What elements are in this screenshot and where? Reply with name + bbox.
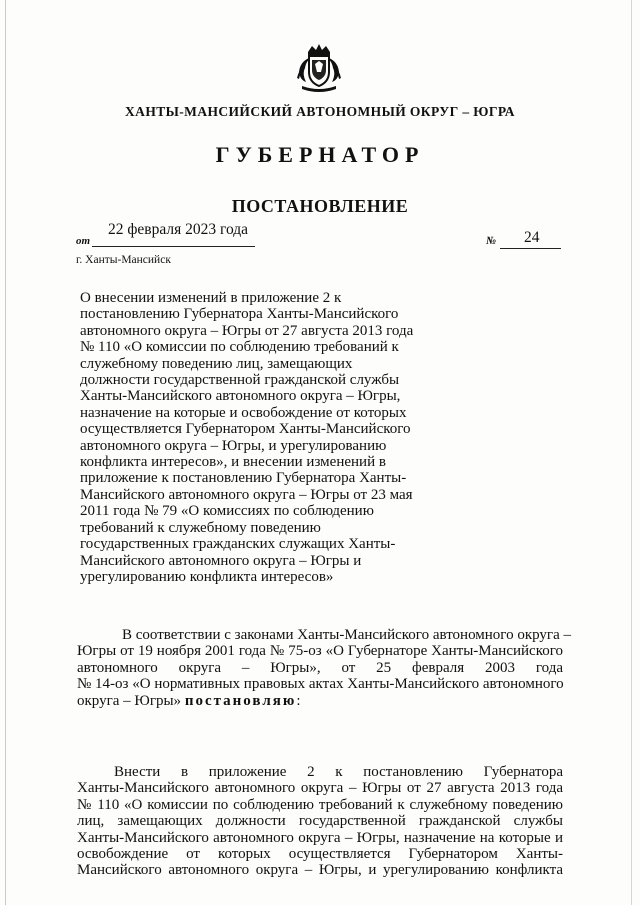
title-line: 2011 года № 79 «О комиссиях по соблюдению: [80, 503, 374, 520]
coat-of-arms-icon: [294, 42, 344, 94]
number-underline: [500, 248, 561, 249]
title-line: автономного округа – Югры, и урегулированию: [80, 437, 387, 454]
document-title: [80, 290, 430, 585]
title-line: осуществляется Губернатором Ханты-Мансийского: [80, 421, 411, 438]
date-label: от: [76, 235, 91, 247]
paragraph-line-text: округа – Югры»: [77, 692, 182, 709]
number-label: №: [486, 235, 497, 247]
title-line: государственных гражданских служащих Ханты-: [80, 536, 396, 553]
document-city: г. Ханты-Мансийск: [76, 254, 171, 266]
title-line: Ханты-Мансийского автономного округа – Югры,: [80, 388, 401, 405]
title-line: служебному поведению лиц, замещающих: [80, 355, 353, 372]
title-line: Мансийского автономного округа – Югры от 23 мая: [80, 486, 413, 503]
document-date: 22 февраля 2023 года: [108, 221, 249, 238]
title-line: приложение к постановлению Губернатора Ханты-: [80, 470, 407, 487]
title-line: постановлению Губернатора Ханты-Мансийского: [80, 306, 399, 323]
document-type: ПОСТАНОВЛЕНИЕ: [231, 196, 409, 216]
office-title: ГУБЕРНАТОР: [215, 142, 425, 167]
resolve-word: постановляю: [184, 692, 297, 709]
title-line: автономного округа – Югры от 27 августа 2013 года: [80, 322, 414, 339]
paragraph-line: Ханты-Мансийского автономного округа – Югры, назначение на которые и: [77, 829, 563, 846]
paragraph-line: № 110 «О комиссии по соблюдению требований к служебному поведению: [77, 796, 563, 813]
title-line: О внесении изменений в приложение 2 к: [80, 290, 342, 306]
title-line: урегулированию конфликта интересов»: [80, 568, 334, 585]
paragraph-line: Ханты-Мансийского автономного округа – Югры от 27 августа 2013 года: [77, 780, 563, 797]
preamble-paragraph: [77, 627, 571, 709]
paragraph-line: [77, 693, 563, 709]
scan-edge-left: [5, 0, 6, 905]
title-line: требований к служебному поведению: [80, 519, 321, 536]
scan-edge-right: [631, 0, 632, 905]
date-underline: [92, 246, 255, 247]
paragraph-line: Югры от 19 ноября 2001 года № 75-оз «О Губернаторе Ханты-Мансийского: [77, 643, 563, 660]
paragraph-line: В соответствии с законами Ханты-Мансийского автономного округа –: [122, 627, 571, 643]
title-line: конфликта интересов», и внесении изменений в: [80, 454, 386, 471]
paragraph-line: Мансийского автономного округа – Югры, и урегулированию конфликта: [77, 862, 563, 879]
title-line: назначение на которые и освобождение от которых: [80, 404, 407, 421]
paragraph-line: № 14-оз «О нормативных правовых актах Ханты-Мансийского автономного: [77, 676, 564, 693]
region-name: ХАНТЫ-МАНСИЙСКИЙ АВТОНОМНЫЙ ОКРУГ – ЮГРА: [125, 104, 515, 119]
title-line: № 110 «О комиссии по соблюдению требований к: [80, 339, 399, 356]
title-line: Мансийского автономного округа – Югры и: [80, 552, 362, 569]
paragraph-line: лиц, замещающих должности государственной гражданской службы: [77, 813, 563, 830]
resolution-paragraph: [77, 764, 563, 879]
resolve-punct: :: [296, 692, 301, 709]
title-line: должности государственной гражданской службы: [80, 372, 400, 389]
paragraph-line: Внести в приложение 2 к постановлению Губернатора: [114, 764, 563, 780]
paragraph-line: освобождение от которых осуществляется Губернатором Ханты-: [77, 846, 563, 863]
document-number: 24: [524, 229, 540, 246]
paragraph-line: автономного округа – Югры», от 25 февраля 2003 года: [77, 659, 563, 676]
